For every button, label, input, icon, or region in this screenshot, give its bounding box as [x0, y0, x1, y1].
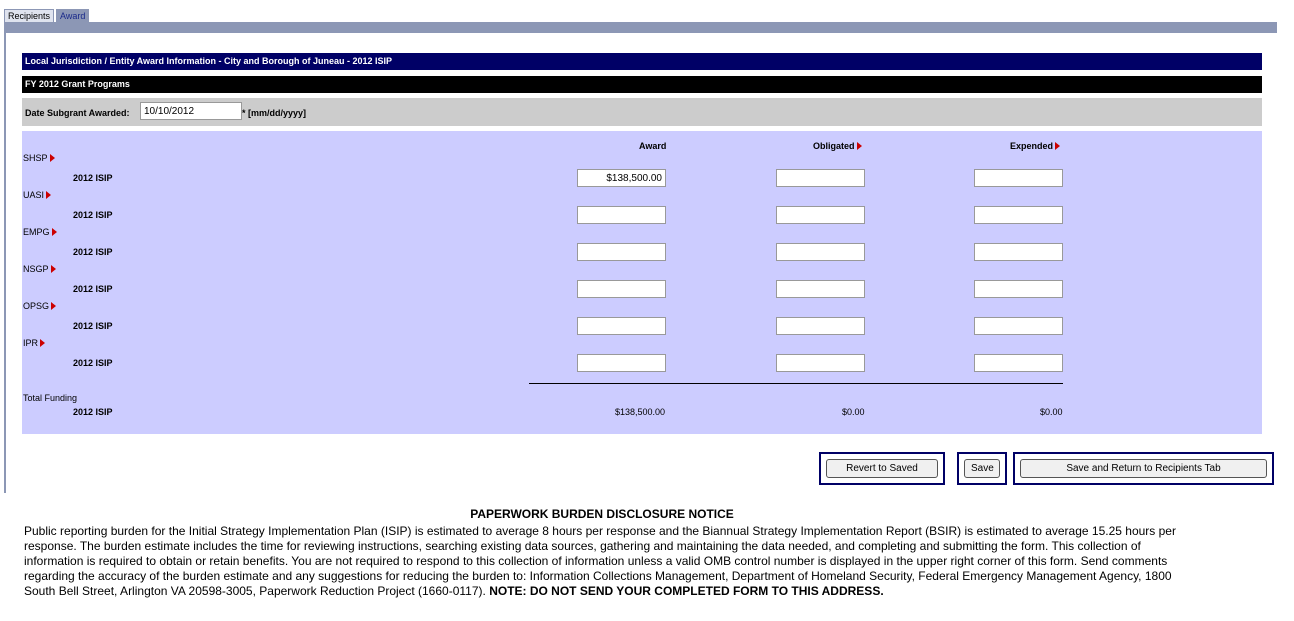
program-label-opsg — [23, 301, 56, 311]
uasi-expended-input[interactable] — [974, 206, 1063, 224]
program-label-ipr — [23, 338, 45, 348]
nsgp-award-input[interactable] — [577, 280, 666, 298]
program-label-uasi — [23, 190, 51, 200]
section-title: FY 2012 Grant Programs — [22, 76, 1262, 93]
arrow-right-icon[interactable] — [51, 265, 56, 273]
arrow-right-icon[interactable] — [40, 339, 45, 347]
total-divider — [529, 383, 1063, 384]
obligated-label: Obligated — [813, 141, 855, 151]
save-button-frame — [957, 452, 1007, 485]
program-sub-label: 2012 ISIP — [73, 321, 113, 331]
expended-label: Expended — [1010, 141, 1054, 151]
shsp-expended-input[interactable] — [974, 169, 1063, 187]
arrow-right-icon[interactable] — [51, 302, 56, 310]
notice-body — [24, 524, 1184, 599]
award-column-header: Award — [639, 141, 667, 151]
program-name: IPR — [23, 338, 39, 348]
arrow-right-icon[interactable] — [857, 142, 862, 150]
shsp-obligated-input[interactable] — [776, 169, 865, 187]
date-row — [22, 98, 1262, 126]
opsg-obligated-input[interactable] — [776, 317, 865, 335]
total-funding-label: Total Funding — [23, 393, 78, 403]
program-name: EMPG — [23, 227, 50, 237]
notice-warning: NOTE: DO NOT SEND YOUR COMPLETED FORM TO THIS ADDRESS. — [489, 584, 884, 598]
program-sub-label: 2012 ISIP — [73, 173, 113, 183]
program-label-nsgp — [23, 264, 56, 274]
arrow-right-icon[interactable] — [50, 154, 55, 162]
tab-recipients[interactable]: Recipients — [4, 9, 54, 22]
notice-text: Public reporting burden for the Initial Strategy Implementation Plan (ISIP) is estimated to average 8 hours per response and the Biannual Strategy Implementation Report (BSIR) is estimated to average 15.25 hours per response. The burden estimate includes the time for reviewing instructions, searching existing data sources, gathering and maintaining the data needed, and completing and submitting the form. This collection of information is required to obtain or retain benefits. You are not required to respond to this collection of information unless a valid OMB control number is displayed in the upper right corner of this form. Send comments regarding the accuracy of the burden estimate and any suggestions for reducing the burden to: Information Collections Management, Department of Homeland Security, Federal Emergency Management Agency, 1800 South Bell Street, Arlington VA 20598-3005, Paperwork Reduction Project (1660-0117). — [24, 524, 1176, 598]
save-return-button-frame — [1013, 452, 1274, 485]
ipr-obligated-input[interactable] — [776, 354, 865, 372]
arrow-right-icon[interactable] — [46, 191, 51, 199]
ipr-expended-input[interactable] — [974, 354, 1063, 372]
program-name: SHSP — [23, 153, 48, 163]
program-sub-label: 2012 ISIP — [73, 358, 113, 368]
program-label-empg — [23, 227, 57, 237]
arrow-right-icon[interactable] — [1055, 142, 1060, 150]
tab-strip — [4, 9, 91, 22]
expended-column-header — [1010, 141, 1060, 151]
program-sub-label: 2012 ISIP — [73, 247, 113, 257]
shsp-award-input[interactable] — [577, 169, 666, 187]
opsg-award-input[interactable] — [577, 317, 666, 335]
date-awarded-input[interactable] — [140, 102, 242, 120]
date-format-hint: * [mm/dd/yyyy] — [242, 108, 307, 118]
grant-programs-panel — [22, 131, 1262, 434]
total-award: $138,500.00 — [615, 407, 666, 417]
uasi-obligated-input[interactable] — [776, 206, 865, 224]
program-sub-label: 2012 ISIP — [73, 284, 113, 294]
notice-title: PAPERWORK BURDEN DISCLOSURE NOTICE — [470, 507, 734, 521]
uasi-award-input[interactable] — [577, 206, 666, 224]
revert-button-frame — [819, 452, 945, 485]
save-button[interactable]: Save — [964, 459, 1000, 478]
program-sub-label: 2012 ISIP — [73, 210, 113, 220]
date-label: Date Subgrant Awarded: — [25, 108, 130, 118]
page-title: Local Jurisdiction / Entity Award Information - City and Borough of Juneau - 2012 ISIP — [22, 53, 1262, 70]
nsgp-expended-input[interactable] — [974, 280, 1063, 298]
left-border — [4, 33, 6, 493]
program-name: OPSG — [23, 301, 50, 311]
opsg-expended-input[interactable] — [974, 317, 1063, 335]
ipr-award-input[interactable] — [577, 354, 666, 372]
total-expended: $0.00 — [1040, 407, 1063, 417]
empg-award-input[interactable] — [577, 243, 666, 261]
revert-to-saved-button[interactable]: Revert to Saved — [826, 459, 938, 478]
nsgp-obligated-input[interactable] — [776, 280, 865, 298]
empg-expended-input[interactable] — [974, 243, 1063, 261]
program-name: UASI — [23, 190, 45, 200]
tab-bar — [4, 22, 1277, 33]
program-label-shsp — [23, 153, 55, 163]
total-sub-label: 2012 ISIP — [73, 407, 113, 417]
arrow-right-icon[interactable] — [52, 228, 57, 236]
obligated-column-header — [813, 141, 862, 151]
program-name: NSGP — [23, 264, 49, 274]
empg-obligated-input[interactable] — [776, 243, 865, 261]
save-and-return-button[interactable]: Save and Return to Recipients Tab — [1020, 459, 1267, 478]
tab-award[interactable]: Award — [56, 9, 89, 22]
total-obligated: $0.00 — [842, 407, 865, 417]
